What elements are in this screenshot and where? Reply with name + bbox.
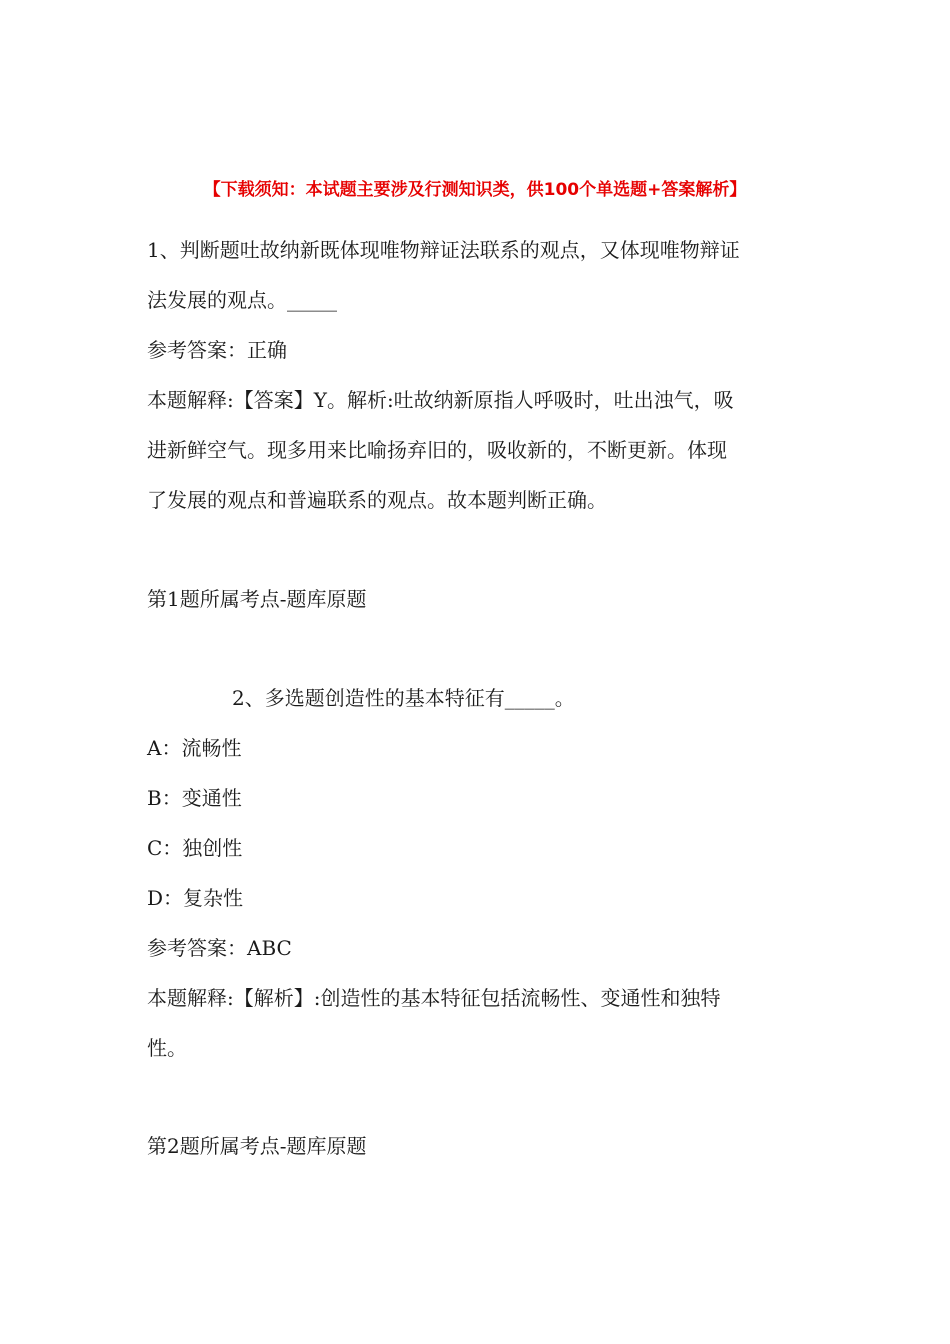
question-2-answer: 参考答案：ABC: [147, 936, 292, 960]
download-notice: 【下载须知：本试题主要涉及行测知识类，供100个单选题+答案解析】: [203, 180, 747, 200]
question-1-answer: 参考答案：正确: [147, 338, 287, 362]
question-1-explanation-line-1: 本题解释:【答案】Y。解析:吐故纳新原指人呼吸时，吐出浊气，吸: [147, 388, 734, 412]
question-2-option-d: D：复杂性: [147, 886, 244, 910]
question-2-option-b: B：变通性: [147, 786, 242, 810]
question-2-explanation-line-1: 本题解释:【解析】:创造性的基本特征包括流畅性、变通性和独特: [147, 986, 721, 1010]
question-1-source: 第1题所属考点-题库原题: [147, 587, 367, 611]
question-2-stem: 2、多选题创造性的基本特征有_____。: [232, 686, 575, 710]
question-1-explanation-line-2: 进新鲜空气。现多用来比喻扬弃旧的，吸收新的，不断更新。体现: [147, 438, 727, 462]
question-2-explanation-line-2: 性。: [147, 1036, 187, 1060]
question-2-option-a: A：流畅性: [147, 736, 242, 760]
question-2-option-c: C：独创性: [147, 836, 243, 860]
question-1-explanation-line-3: 了发展的观点和普遍联系的观点。故本题判断正确。: [147, 488, 607, 512]
question-1-line-2: 法发展的观点。_____: [147, 288, 337, 312]
question-1-line-1: 1、判断题吐故纳新既体现唯物辩证法联系的观点，又体现唯物辩证: [147, 238, 740, 262]
question-2-source: 第2题所属考点-题库原题: [147, 1134, 367, 1158]
